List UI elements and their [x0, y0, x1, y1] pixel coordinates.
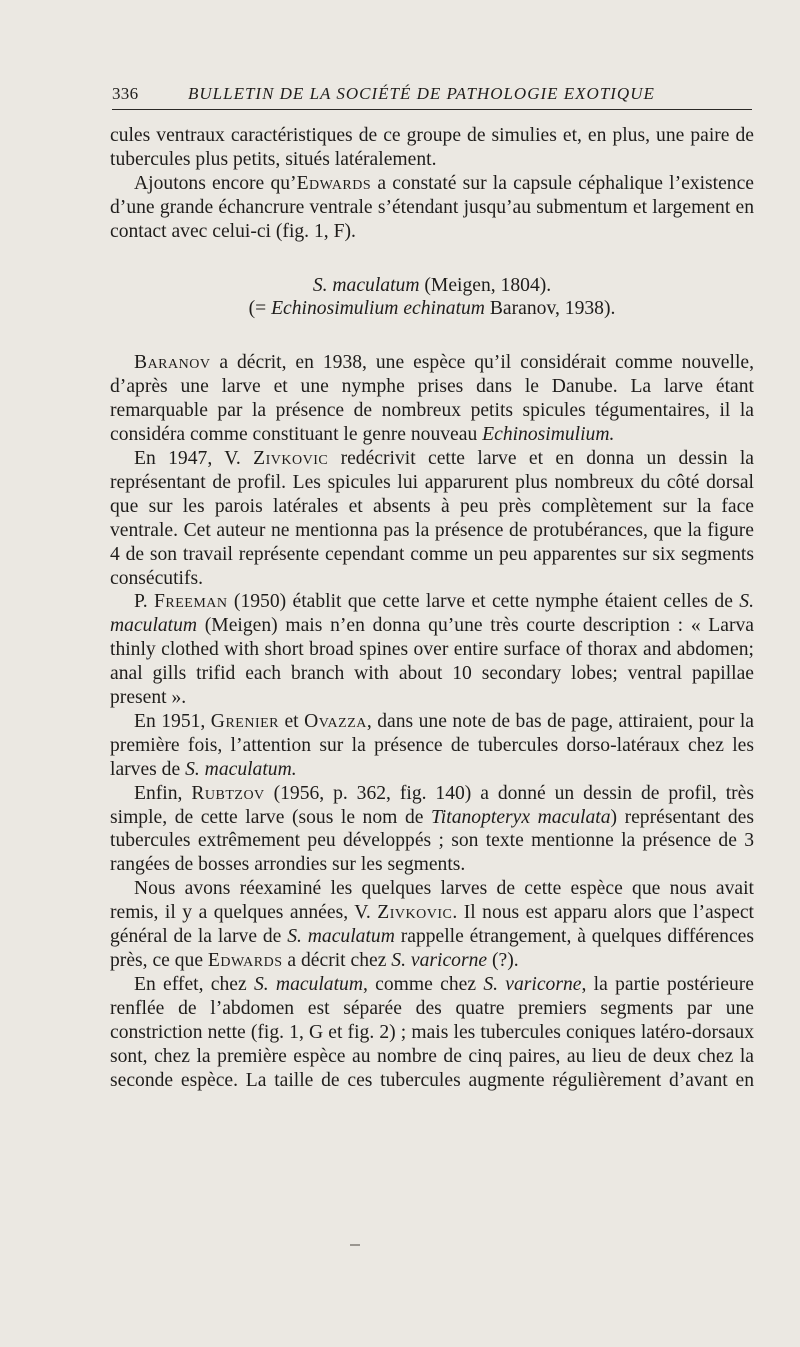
author-name: Zivkovic [377, 902, 453, 924]
paragraph-7 [110, 782, 754, 878]
text-run: (1956, p. 362, fig. 140) a donné un dessin de profil, très simple, de cette larve (sous le nom de [110, 782, 754, 828]
text-run: et [279, 710, 305, 732]
text-run: Ajoutons encore qu’ [134, 172, 297, 194]
text-run: (Meigen) mais n’en donna qu’une très courte description : « Larva thinly clothed with short broad spines over entire surface of thorax and abdomen; anal gills trifid each branch with about 10 secondary lobes; ventral papillae present ». [110, 615, 754, 709]
text-run: , la partie postérieure renflée de l’abdomen est séparée des quatre premiers segments par une constriction nette (fig. 1, G et fig. 2) ; mais les tubercules coniques latéro-dorsaux sont, chez la première espèce au nombre de cinq paires, au lieu de deux chez la seconde espèce. La taille de ces tubercules augmente régulièrement d’avant en [110, 973, 754, 1091]
article-body [110, 124, 754, 1092]
text-run: Nous avons réexaminé les quelques larves de cette espèce que nous avait remis, il y a quelques années, V. [110, 878, 754, 924]
text-run: Echinosimulium. [482, 424, 615, 446]
text-run: S. varicorne [483, 973, 582, 995]
synonym-heading [110, 297, 754, 321]
text-run: (?). [487, 950, 519, 971]
text-run: En effet, chez [134, 973, 254, 995]
text-run: ) représentant des tubercules extrêmement peu développés ; son texte mentionne la présence de 3 rangées de bosses arrondies sur les segments. [110, 806, 754, 876]
paragraph-1 [110, 124, 754, 172]
spacer [110, 321, 754, 351]
text-run: Baranov, 1938). [484, 298, 616, 320]
header-rule [112, 109, 752, 110]
text-run: S. maculatum [312, 274, 420, 296]
text-run: S. maculatum [253, 973, 363, 995]
author-name: Zivkovic [253, 447, 329, 469]
text-run: (= [248, 298, 272, 320]
text-run: redécrivit cette larve et en donna un dessin la représentant de profil. Les spicules lui apparurent plus nombreux du côté dorsal que sur les parois latérales et absents à peu près complètement sur la face ventrale. Cet auteur ne mentionna pas la présence de protubérances, que la figure 4 de son travail représente cependant comme un peu apparentes sur six segments consécutifs. [110, 447, 754, 589]
text-run: . Il nous est apparu alors que l’aspect général de la larve de [110, 902, 754, 948]
text-run: S. maculatum. [185, 758, 297, 780]
paragraph-8 [110, 877, 754, 973]
text-run: En 1951, [134, 710, 211, 732]
text-run: , dans une note de bas de page, attiraient, pour la première fois, l’attention sur la présence de tubercules dorso-latéraux chez les larves de [110, 710, 754, 780]
running-header [112, 80, 752, 104]
text-run: S. varicorne [391, 950, 488, 971]
text-run: a décrit chez [282, 950, 392, 971]
text-run: Titanopteryx maculata [430, 806, 611, 828]
author-name: Edwards [296, 172, 372, 194]
text-run: Enfin, [134, 782, 192, 804]
text-run: S. maculatum [287, 926, 395, 948]
text-run: rappelle étrangement, à quelques différences près, ce que [110, 926, 754, 971]
journal-title: BULLETIN DE LA SOCIÉTÉ DE PATHOLOGIE EXOTIQUE [188, 84, 655, 103]
text-run: cules ventraux caractéristiques de ce groupe de simulies et, en plus, une paire de tubercules plus petits, situés latéralement. [110, 125, 754, 170]
text-run: En 1947, V. [134, 447, 254, 469]
paragraph-9 [110, 973, 754, 1093]
page-mark [350, 1244, 360, 1246]
species-heading [110, 274, 754, 298]
text-run: , comme chez [363, 973, 484, 995]
paragraph-6 [110, 710, 754, 782]
paragraph-4 [110, 447, 754, 590]
text-run: (1950) établit que cette larve et cette nymphe étaient celles de [227, 591, 740, 613]
text-run: (Meigen, 1804). [419, 274, 552, 296]
text-run: a constaté sur la capsule céphalique l’existence d’une grande échancrure ventrale s’étendant jusqu’au submentum et largement en contact avec celui-ci (fig. 1, F). [110, 172, 754, 242]
text-run: a décrit, en 1938, une espèce qu’il considérait comme nouvelle, d’après une larve et une nymphe prises dans le Danube. La larve étant remarquable par la présence de nombreux petits spicules tégumentaires, il la considéra comme constituant le genre nouveau [110, 352, 754, 446]
author-name: Ovazza [304, 710, 367, 732]
spacer [110, 244, 754, 274]
paragraph-5 [110, 590, 754, 710]
author-name: Edwards [207, 950, 283, 971]
page-number: 336 [112, 84, 139, 103]
paragraph-2 [110, 172, 754, 244]
text-run: S. maculatum [110, 591, 754, 637]
paragraph-3 [110, 351, 754, 447]
author-name: Freeman [154, 591, 228, 613]
author-name: Baranov [134, 352, 211, 374]
author-name: Grenier [210, 710, 279, 732]
text-run: P. [134, 591, 155, 613]
author-name: Rubtzov [191, 782, 265, 804]
text-run: Echinosimulium echinatum [271, 298, 485, 320]
